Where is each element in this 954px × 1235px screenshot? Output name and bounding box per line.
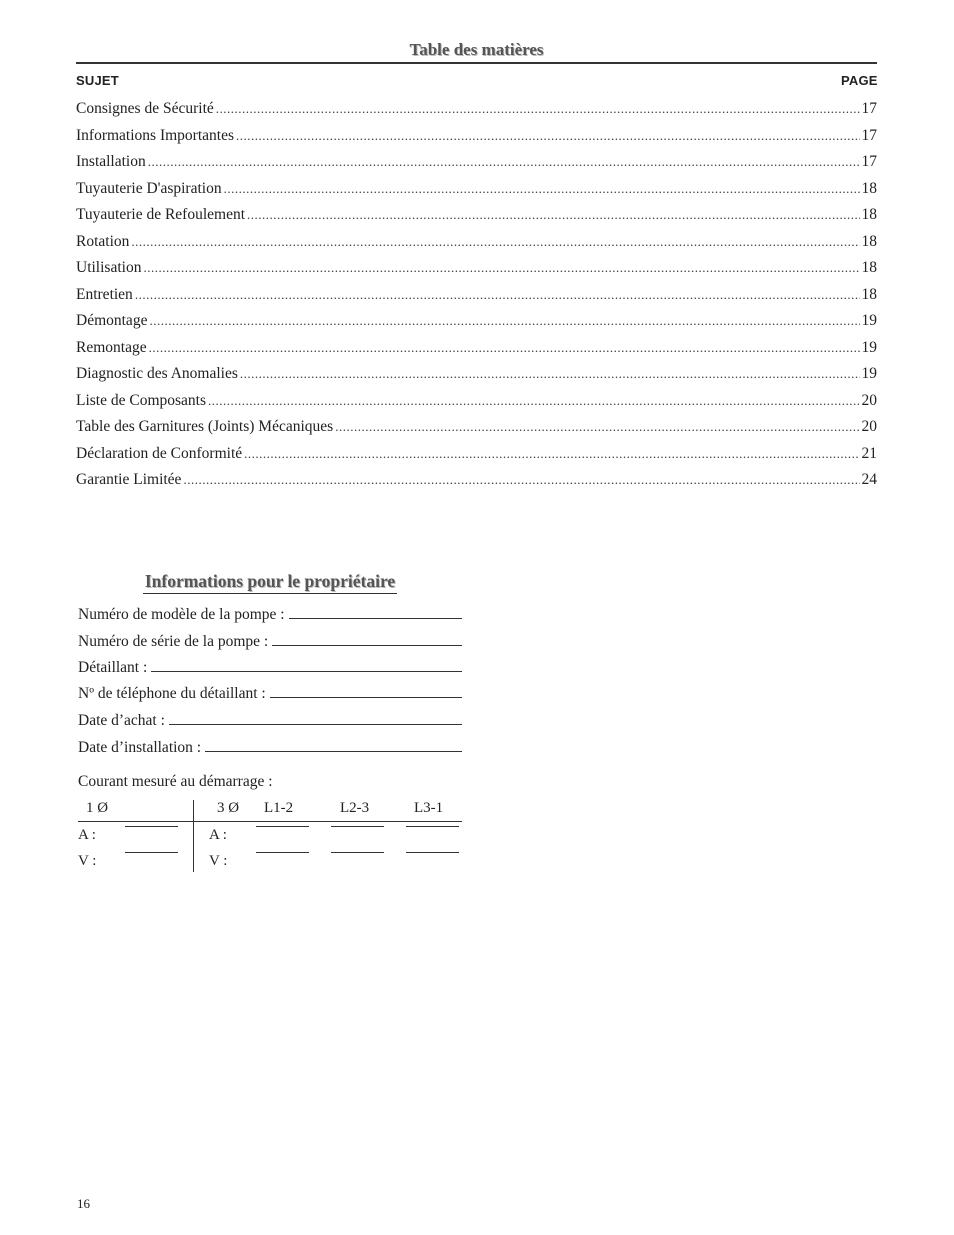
toc-entry-label: Informations Importantes <box>76 126 234 144</box>
toc-leader-dots <box>135 287 860 303</box>
toc-entry-label: Tuyauterie de Refoulement <box>76 206 246 223</box>
toc-leader-dots <box>208 393 859 409</box>
single-phase-amps-blank[interactable] <box>125 826 178 827</box>
owner-info-title: Informations pour le propriétaire <box>143 571 397 594</box>
toc-leader-dots <box>216 101 860 117</box>
toc-entry[interactable] <box>76 312 877 339</box>
toc-leader-dots <box>183 472 859 488</box>
toc-leader-dots <box>143 260 859 276</box>
toc-entry-page: 17 <box>861 153 877 170</box>
fill-line[interactable] <box>151 657 462 672</box>
toc-entry-label: Diagnostic des Anomalies <box>76 365 238 382</box>
toc-entry-page: 20 <box>861 391 877 409</box>
toc-entry-label: Consignes de Sécurité <box>76 100 214 117</box>
toc-leader-dots <box>236 128 860 144</box>
toc-entry[interactable] <box>76 100 877 127</box>
toc-entry[interactable] <box>76 286 877 313</box>
toc-entry[interactable] <box>76 180 877 207</box>
toc-leader-dots <box>244 446 859 462</box>
toc-entry-page: 21 <box>861 444 877 462</box>
fill-line[interactable] <box>272 631 462 646</box>
toc-entry-page: 18 <box>861 232 877 250</box>
field-label: Numéro de modèle de la pompe : <box>78 606 285 623</box>
toc-entry-label: Utilisation <box>76 259 142 276</box>
volts-l3-1-blank[interactable] <box>406 852 459 853</box>
toc-entry-page: 20 <box>861 418 877 435</box>
line-header-l3-1: L3-1 <box>414 800 444 816</box>
fill-line[interactable] <box>270 683 462 698</box>
field-label: Nº de téléphone du détaillant : <box>78 685 266 702</box>
toc-leader-dots <box>149 340 860 356</box>
current-table-divider <box>193 800 194 872</box>
fill-line[interactable] <box>169 710 462 725</box>
toc-entry-page: 18 <box>861 206 877 223</box>
single-phase-header: 1 Ø <box>86 800 109 816</box>
toc-leader-dots <box>240 366 860 382</box>
toc-entry-page: 24 <box>861 471 877 488</box>
startup-current-label: Courant mesuré au démarrage : <box>78 773 273 790</box>
toc-entry-label: Démontage <box>76 312 148 329</box>
toc-entry-page: 18 <box>861 259 877 276</box>
toc-title-rule <box>76 62 877 64</box>
toc-entry-label: Installation <box>76 153 146 170</box>
toc-entry[interactable] <box>76 259 877 286</box>
toc-entry[interactable] <box>76 418 877 445</box>
purchase-date-field[interactable] <box>78 710 462 730</box>
toc-entry[interactable] <box>76 233 877 260</box>
toc-leader-dots <box>335 419 859 435</box>
installation-date-field[interactable] <box>78 737 462 757</box>
amps-l2-3-blank[interactable] <box>331 826 384 827</box>
model-number-field[interactable] <box>78 604 462 624</box>
toc-entry-label: Liste de Composants <box>76 391 207 409</box>
line-header-l2-3: L2-3 <box>340 800 370 816</box>
line-header-l1-2: L1-2 <box>264 800 294 816</box>
field-label: Date d’achat : <box>78 712 165 729</box>
toc-title: Table des matières <box>409 40 544 59</box>
field-label: Date d’installation : <box>78 739 202 756</box>
toc-leader-dots <box>131 234 859 250</box>
toc-entry[interactable] <box>76 206 877 233</box>
toc-leader-dots <box>149 313 859 329</box>
toc-entry[interactable] <box>76 471 877 498</box>
field-label: Numéro de série de la pompe : <box>78 633 269 650</box>
fill-line[interactable] <box>289 604 462 619</box>
toc-entry-page: 17 <box>861 126 877 144</box>
toc-leader-dots <box>247 207 859 223</box>
toc-entry-label: Rotation <box>76 232 130 250</box>
three-phase-header: 3 Ø <box>217 800 240 816</box>
amps-l3-1-blank[interactable] <box>406 826 459 827</box>
toc-entry-label: Remontage <box>76 338 147 356</box>
fill-line[interactable] <box>205 737 462 752</box>
dealer-phone-field[interactable] <box>78 683 462 703</box>
toc-entry[interactable] <box>76 445 877 472</box>
toc-entry-page: 19 <box>861 338 877 356</box>
single-phase-volts-blank[interactable] <box>125 852 178 853</box>
toc-entry[interactable] <box>76 153 877 180</box>
toc-entry[interactable] <box>76 339 877 366</box>
dealer-field[interactable] <box>78 657 462 677</box>
toc-entry-label: Table des Garnitures (Joints) Mécaniques <box>76 418 334 435</box>
amps-l1-2-blank[interactable] <box>256 826 309 827</box>
single-phase-amps-label: A : <box>78 827 96 843</box>
toc-entry-page: 18 <box>861 179 877 197</box>
volts-l1-2-blank[interactable] <box>256 852 309 853</box>
three-phase-volts-label: V : <box>209 853 228 869</box>
toc-list <box>76 100 877 498</box>
single-phase-volts-label: V : <box>78 853 97 869</box>
toc-entry-page: 17 <box>861 100 877 117</box>
toc-leader-dots <box>148 154 860 170</box>
toc-entry-label: Déclaration de Conformité <box>76 444 243 462</box>
toc-entry-page: 19 <box>861 365 877 382</box>
page-number: 16 <box>77 1196 90 1211</box>
field-label: Détaillant : <box>78 659 148 676</box>
toc-column-subject: SUJET <box>76 73 119 88</box>
toc-entry[interactable] <box>76 127 877 154</box>
toc-entry-label: Garantie Limitée <box>76 471 182 488</box>
toc-leader-dots <box>224 181 860 197</box>
serial-number-field[interactable] <box>78 631 462 651</box>
toc-entry-page: 19 <box>861 312 877 329</box>
volts-l2-3-blank[interactable] <box>331 852 384 853</box>
toc-entry[interactable] <box>76 365 877 392</box>
toc-entry-label: Entretien <box>76 285 133 303</box>
toc-entry-label: Tuyauterie D'aspiration <box>76 179 222 197</box>
toc-entry-page: 18 <box>861 285 877 303</box>
current-table-header-rule <box>78 821 462 822</box>
toc-entry[interactable] <box>76 392 877 419</box>
toc-column-page: PAGE <box>841 73 878 88</box>
three-phase-amps-label: A : <box>209 827 227 843</box>
